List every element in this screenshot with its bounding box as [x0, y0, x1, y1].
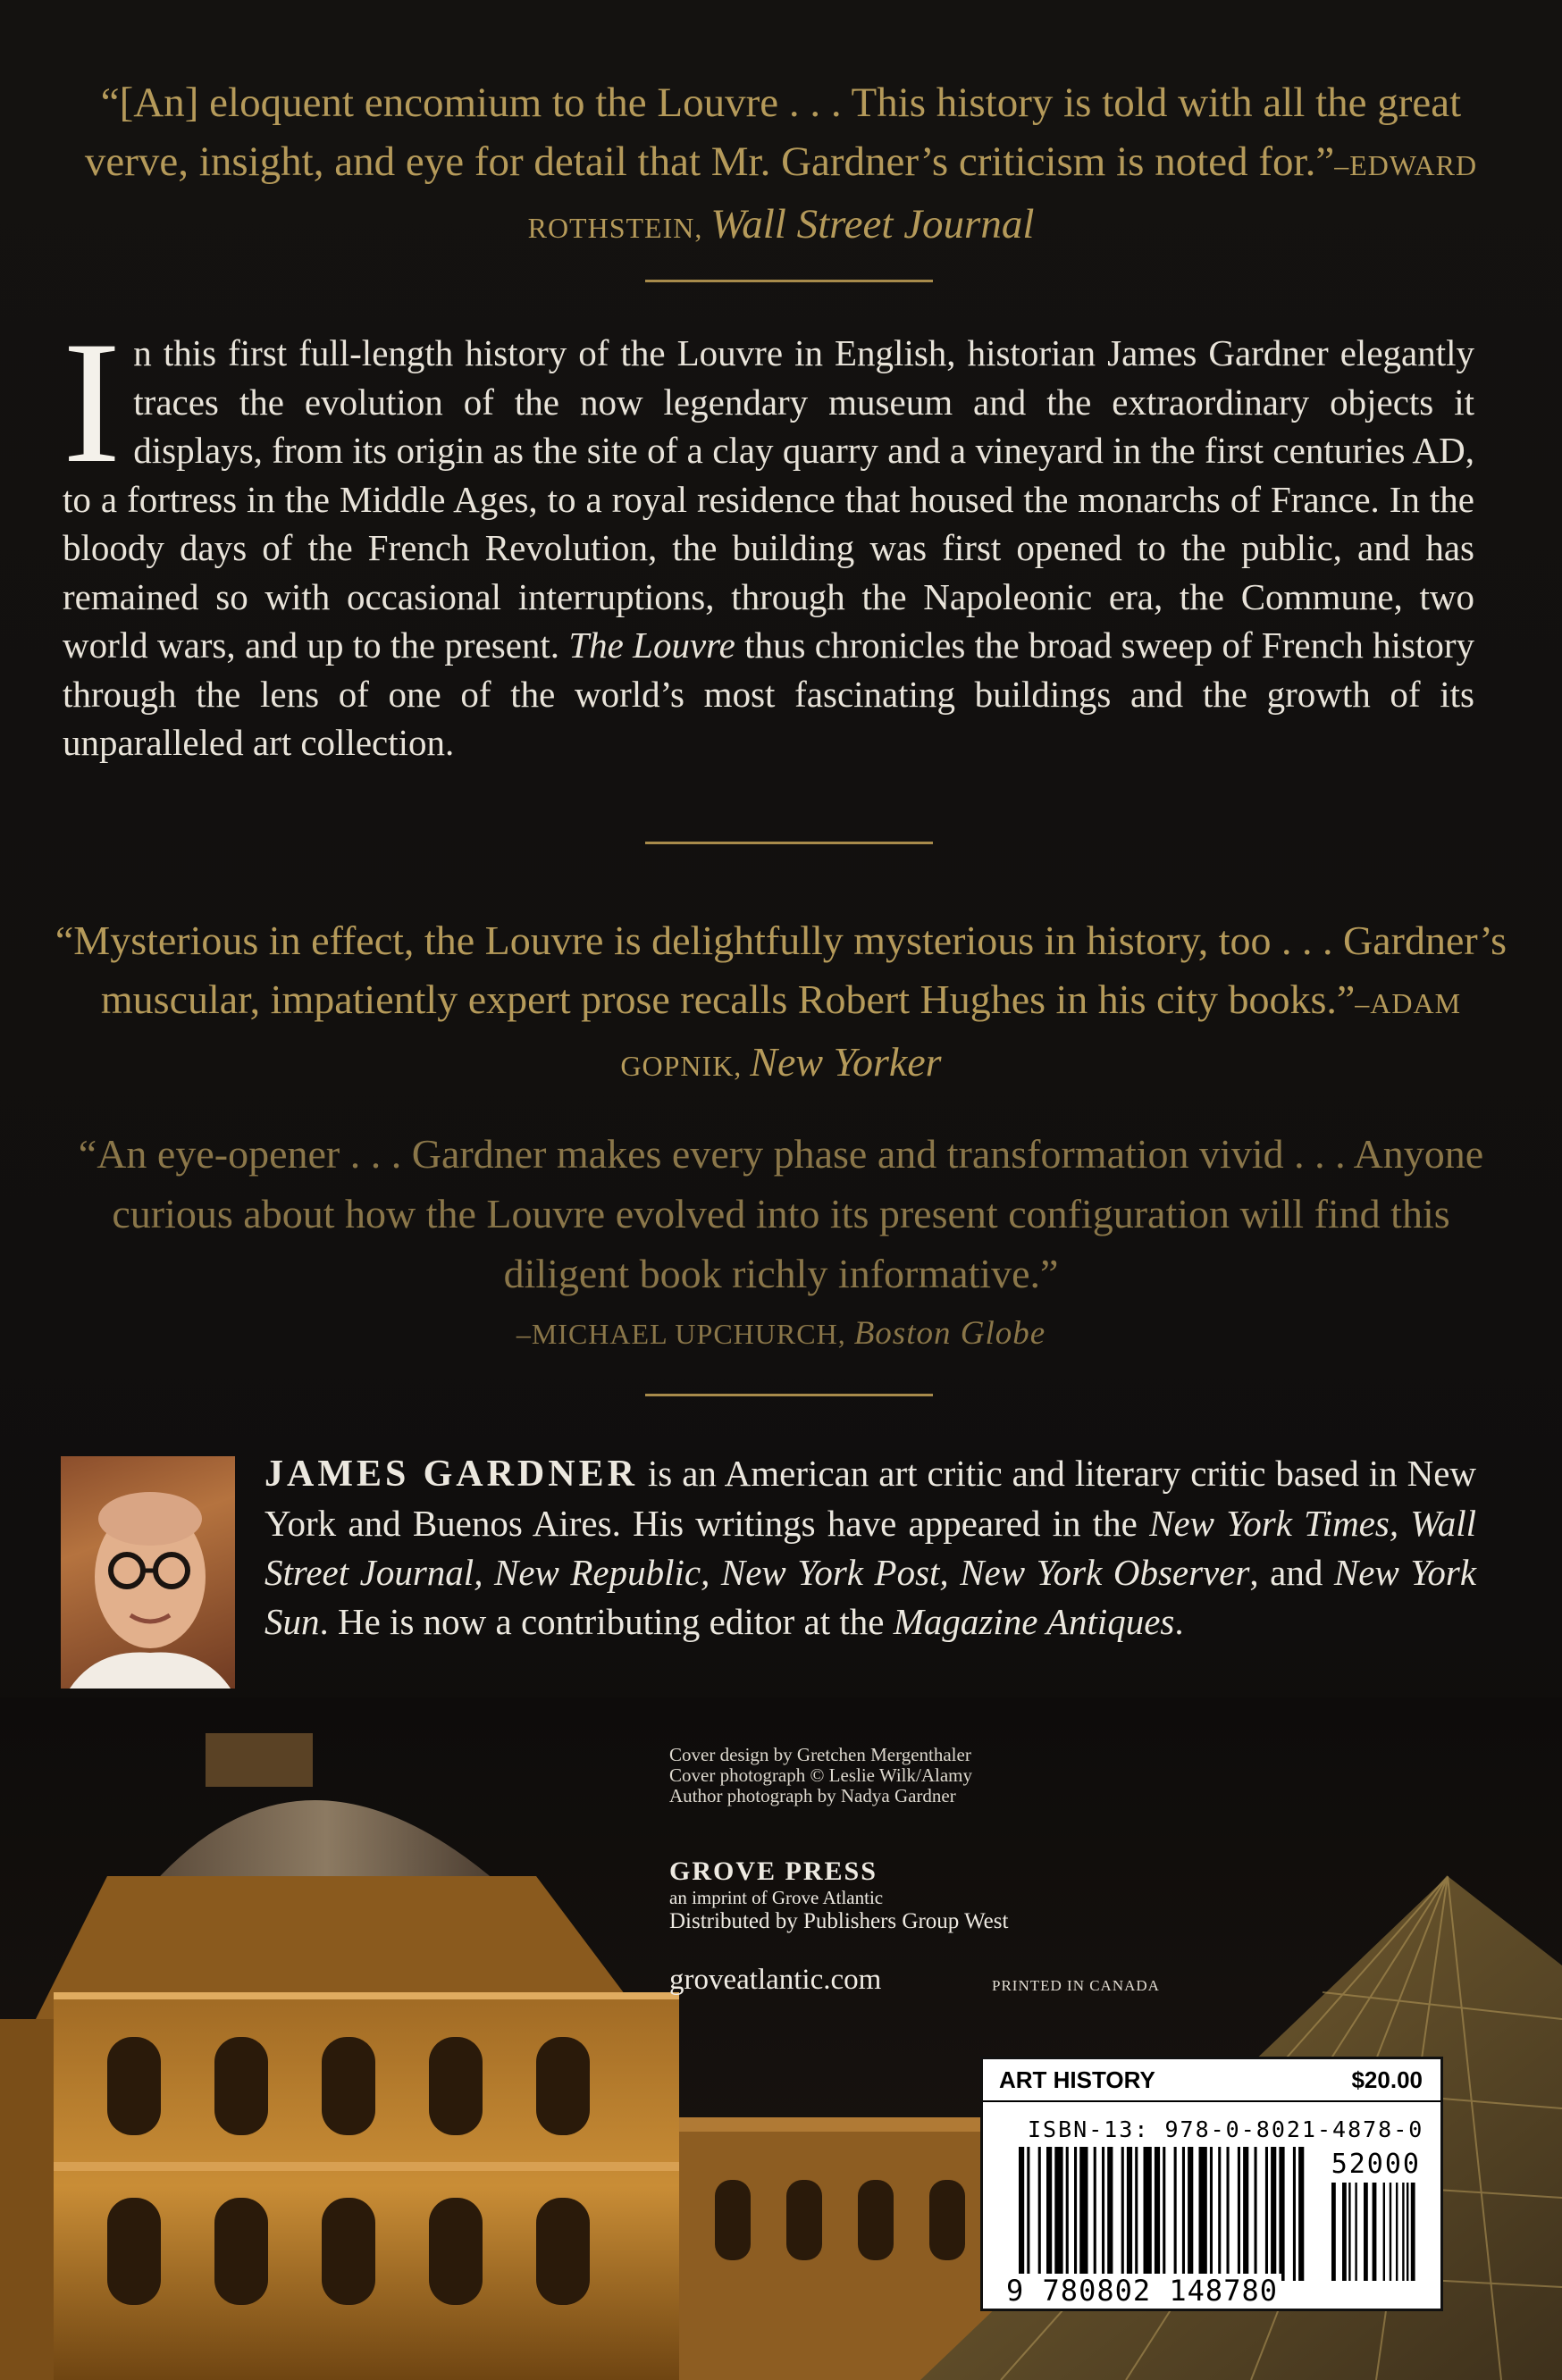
- gold-divider: [645, 842, 933, 844]
- quote-source: New Yorker: [750, 1039, 942, 1085]
- review-quote-wsj: [54, 73, 1508, 257]
- publication-name: New York Post: [720, 1552, 940, 1593]
- publication-name: New York Observer: [960, 1552, 1250, 1593]
- bio-separator: ,: [474, 1552, 494, 1593]
- barcode-supplement-bar: [1342, 2183, 1347, 2281]
- bio-text: .: [1174, 1601, 1184, 1642]
- cover-photo-credit: Cover photograph © Leslie Wilk/Alamy: [669, 1764, 972, 1786]
- publication-name: New York Times: [1149, 1503, 1390, 1544]
- cover-design-credit: Cover design by Gretchen Mergenthaler: [669, 1744, 971, 1765]
- author-bio: [265, 1449, 1476, 1647]
- barcode-bar: [1121, 2147, 1124, 2281]
- barcode-bar: [1188, 2147, 1193, 2281]
- barcode-bar: [1298, 2147, 1304, 2281]
- barcode-bar: [1255, 2147, 1257, 2281]
- description-text-end: thus chronicles the broad sweep of French history through the lens of one of the world’s most fascinating buildings and the growth of its unparalleled art collection.: [63, 624, 1474, 763]
- bio-separator: ,: [939, 1552, 961, 1593]
- isbn-barcode: [980, 2057, 1443, 2311]
- publisher-name: GROVE PRESS: [669, 1856, 878, 1886]
- gold-divider: [645, 1394, 933, 1396]
- publisher-imprint: an imprint of Grove Atlantic: [669, 1887, 884, 1908]
- barcode-supplement-bar: [1407, 2183, 1408, 2281]
- price-code: 52000: [1331, 2149, 1421, 2180]
- barcode-supplement-bar: [1348, 2183, 1350, 2281]
- barcode-bar: [1155, 2147, 1160, 2281]
- author-name: JAMES GARDNER: [265, 1454, 638, 1495]
- barcode-supplement-bar: [1396, 2183, 1398, 2281]
- bio-text: . He is now a contributing editor at the: [319, 1601, 894, 1642]
- barcode-bar: [1144, 2147, 1152, 2281]
- barcode-bar: [1238, 2147, 1240, 2281]
- barcode-bar: [1182, 2147, 1185, 2281]
- quote-text: “[An] eloquent encomium to the Louvre . . . This history is told with all the great verve, insight, and eye for detail that Mr. Gardner’s criticism is noted for.”: [84, 80, 1462, 185]
- barcode-bar: [1279, 2147, 1284, 2281]
- barcode-bar: [1094, 2147, 1096, 2281]
- barcode-bar: [1127, 2147, 1132, 2281]
- barcode-bar: [1046, 2147, 1052, 2281]
- bio-separator: ,: [701, 1552, 721, 1593]
- quote-text: “Mysterious in effect, the Louvre is delightfully mysterious in history, too . . . Gardner’s muscular, impatiently expert prose recalls Robert Hughes in his city books.”: [55, 918, 1507, 1022]
- bio-separator: ,: [1389, 1503, 1411, 1544]
- barcode-supplement-bar: [1373, 2183, 1377, 2281]
- barcode-bar: [1079, 2147, 1088, 2281]
- book-title-italic: The Louvre: [568, 624, 735, 666]
- publication-name: Magazine Antiques: [893, 1601, 1175, 1642]
- barcode-bar: [1243, 2147, 1248, 2281]
- cover-credits: [669, 1745, 972, 1806]
- drop-cap: I: [63, 306, 122, 499]
- barcode-divider: [983, 2100, 1440, 2102]
- barcode-bar: [1174, 2147, 1177, 2281]
- barcode-supplement-bar: [1390, 2183, 1391, 2281]
- barcode-bar: [1271, 2147, 1276, 2281]
- publication-name: New York Sun: [265, 1552, 1477, 1642]
- quote-text: “An eye-opener . . . Gardner makes every phase and transformation vivid . . . Anyone curious about how the Louvre evolved into its present configuration will find this diligent book richly informative.”: [78, 1131, 1484, 1296]
- author-photo: [61, 1456, 235, 1689]
- publication-name: Wall Street Journal: [265, 1503, 1476, 1593]
- barcode-bar: [1218, 2147, 1221, 2281]
- barcode-bar: [1027, 2147, 1029, 2281]
- barcode-bar: [1019, 2147, 1024, 2281]
- publication-name: New Republic: [493, 1552, 701, 1593]
- barcode-bar: [1074, 2147, 1077, 2281]
- barcode-bar: [1227, 2147, 1230, 2281]
- bio-text: is an American art critic and literary critic based in New York and Buenos Aires. His writings have appeared in the: [265, 1453, 1477, 1544]
- review-quote-new-yorker: [54, 911, 1508, 1095]
- review-quote-boston-globe: [54, 1124, 1508, 1364]
- barcode-bar: [1107, 2147, 1113, 2281]
- barcode-digits: 9 780802 148780: [1003, 2274, 1281, 2308]
- bio-separator: , and: [1249, 1552, 1334, 1593]
- quote-author: –ADAM GOPNIK,: [620, 987, 1462, 1082]
- quote-author: –MICHAEL UPCHURCH,: [516, 1318, 854, 1350]
- printed-in-label: PRINTED IN CANADA: [992, 1977, 1160, 1994]
- barcode-bar: [1293, 2147, 1296, 2281]
- barcode-bar: [1265, 2147, 1268, 2281]
- price-label: $20.00: [1351, 2066, 1423, 2093]
- publisher-block: [669, 1856, 1008, 1935]
- publisher-website: groveatlantic.com: [669, 1964, 882, 1996]
- barcode-supplement-bar: [1402, 2183, 1404, 2281]
- quote-source: Boston Globe: [853, 1315, 1046, 1352]
- barcode-supplement-bar: [1355, 2183, 1356, 2281]
- description-text: n this first full-length history of the Louvre in English, historian James Gardner elegantly traces the evolution of the now legendary museum and the extraordinary objects it displays, from its origin as the site of a clay quarry and a vineyard in the first centuries AD, to a fortress in the Middle Ages, to a royal residence that housed the monarchs of France. In the bloody days of the French Revolution, the building was first opened to the public, and has remained so with occasional interruptions, through the Napoleonic era, the Commune, two world wars, and up to the present.: [63, 332, 1474, 666]
- barcode-bar: [1163, 2147, 1165, 2281]
- barcode-bar: [1038, 2147, 1041, 2281]
- barcode-bar: [1066, 2147, 1069, 2281]
- gold-divider: [645, 280, 933, 282]
- category-label: ART HISTORY: [999, 2066, 1155, 2093]
- quote-author: –EDWARD ROTHSTEIN,: [527, 149, 1478, 244]
- barcode-supplement-bar: [1331, 2183, 1336, 2281]
- barcode-bar: [1199, 2147, 1207, 2281]
- barcode-bar: [1102, 2147, 1104, 2281]
- barcode-supplement-bar: [1411, 2183, 1415, 2281]
- barcode-supplement-bar: [1383, 2183, 1385, 2281]
- publisher-distributor: Distributed by Publishers Group West: [669, 1909, 1009, 1933]
- barcode-bar: [1210, 2147, 1213, 2281]
- barcode-bar: [1054, 2147, 1062, 2281]
- author-photo-credit: Author photograph by Nadya Gardner: [669, 1785, 956, 1806]
- isbn-text: ISBN-13: 978-0-8021-4878-0: [1028, 2116, 1424, 2142]
- quote-source: Wall Street Journal: [710, 201, 1035, 247]
- barcode-supplement-bar: [1364, 2183, 1368, 2281]
- book-description: [63, 306, 1474, 767]
- barcode-bar: [1135, 2147, 1138, 2281]
